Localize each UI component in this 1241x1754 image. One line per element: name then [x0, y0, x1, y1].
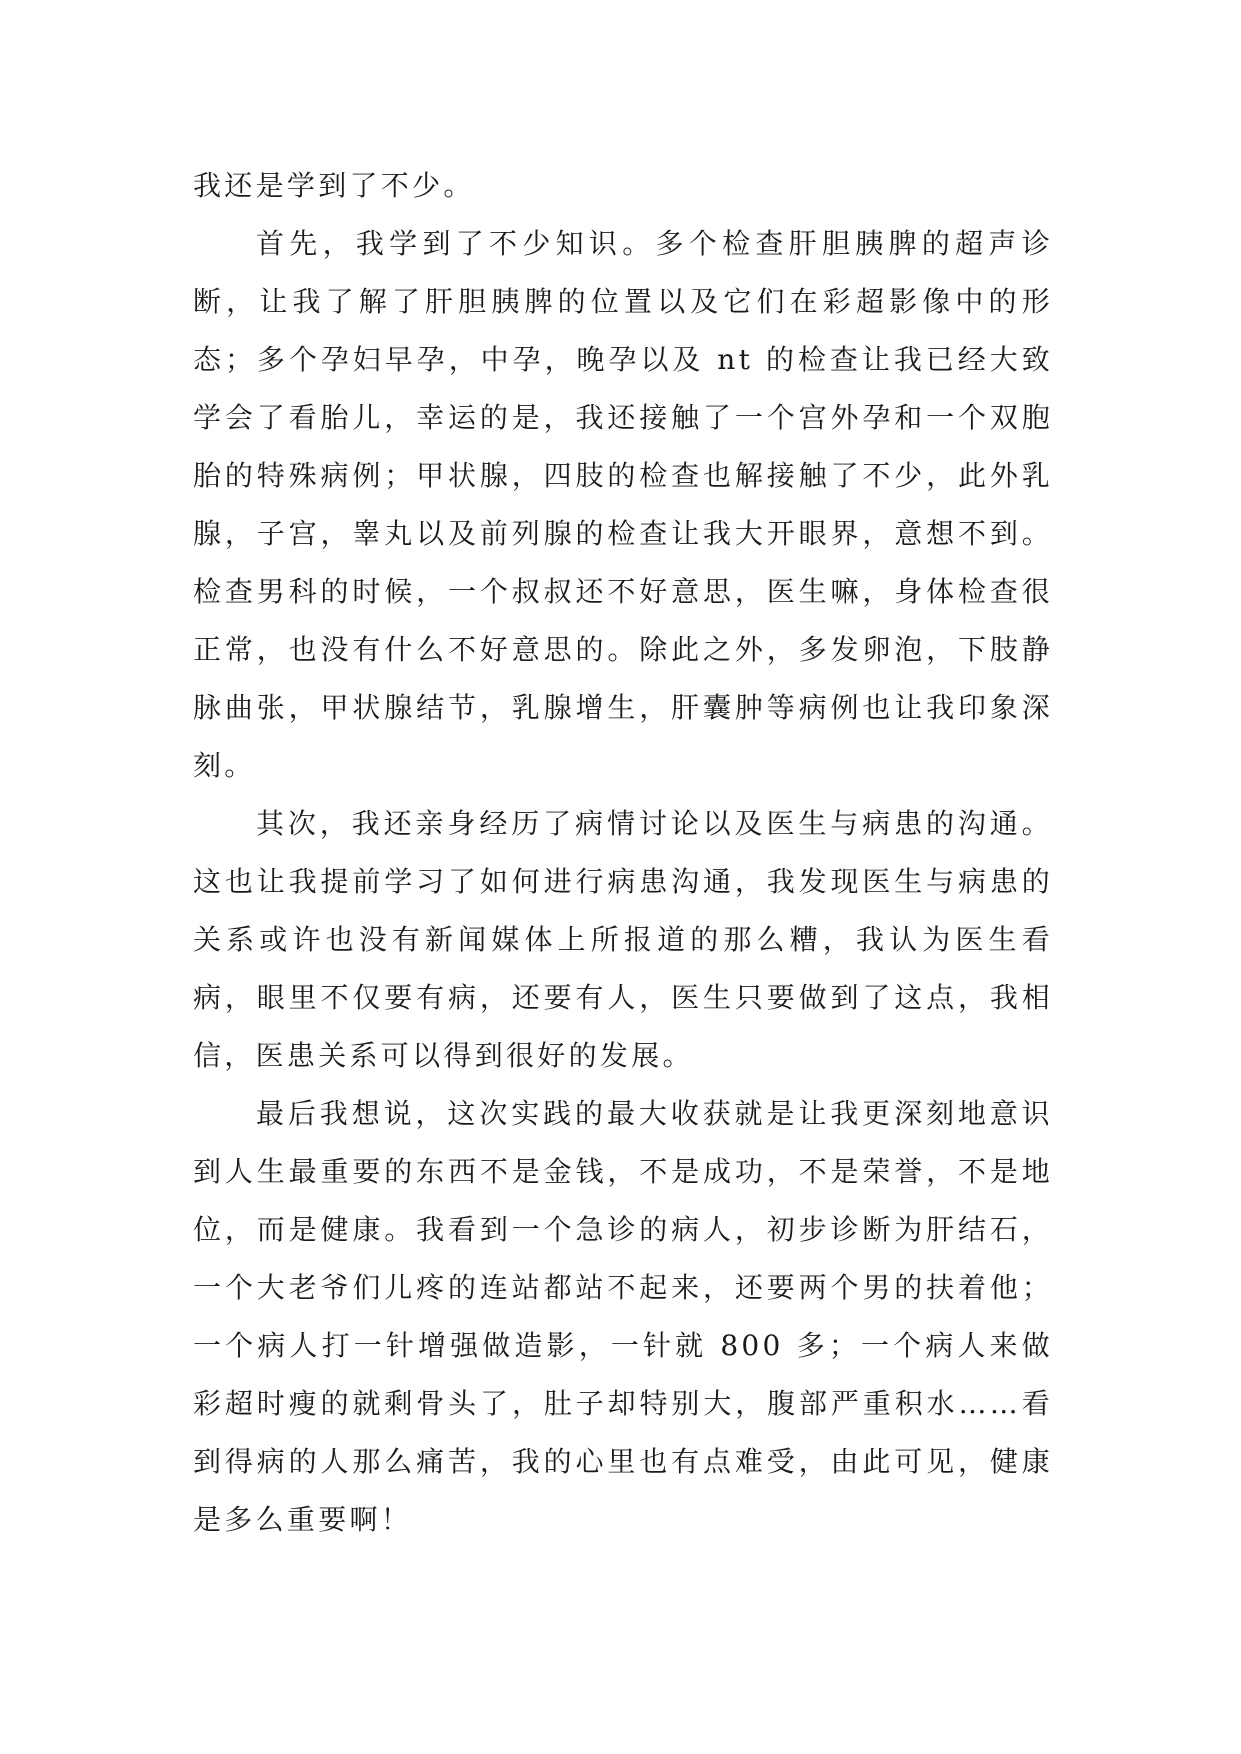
paragraph-3: 其次，我还亲身经历了病情讨论以及医生与病患的沟通。这也让我提前学习了如何进行病患沟通，我发现医生与病患的关系或许也没有新闻媒体上所报道的那么糟，我认为医生看病，眼里不仅要有病，还要有人，医生只要做到了这点，我相信，医患关系可以得到很好的发展。 [193, 807, 1053, 1072]
body-text [193, 157, 1053, 1549]
paragraph-2: 首先，我学到了不少知识。多个检查肝胆胰脾的超声诊断，让我了解了肝胆胰脾的位置以及它们在彩超影像中的形态；多个孕妇早孕，中孕，晚孕以及 nt 的检查让我已经大致学会了看胎儿，幸运的是，我还接触了一个宫外孕和一个双胞胎的特殊病例；甲状腺，四肢的检查也解接触了不少，此外乳腺，子宫，睾丸以及前列腺的检查让我大开眼界，意想不到。检查男科的时候，一个叔叔还不好意思，医生嘛，身体检查很正常，也没有什么不好意思的。除此之外，多发卵泡，下肢静脉曲张，甲状腺结节，乳腺增生，肝囊肿等病例也让我印象深刻。 [193, 227, 1053, 782]
paragraph-4: 最后我想说，这次实践的最大收获就是让我更深刻地意识到人生最重要的东西不是金钱，不是成功，不是荣誉，不是地位，而是健康。我看到一个急诊的病人，初步诊断为肝结石，一个大老爷们儿疼的连站都站不起来，还要两个男的扶着他；一个病人打一针增强做造影，一针就 800 多；一个病人来做彩超时瘦的就剩骨头了，肚子却特别大，腹部严重积水……看到得病的人那么痛苦，我的心里也有点难受，由此可见，健康是多么重要啊！ [193, 1097, 1053, 1536]
paragraph-1: 我还是学到了不少。 [193, 169, 475, 202]
